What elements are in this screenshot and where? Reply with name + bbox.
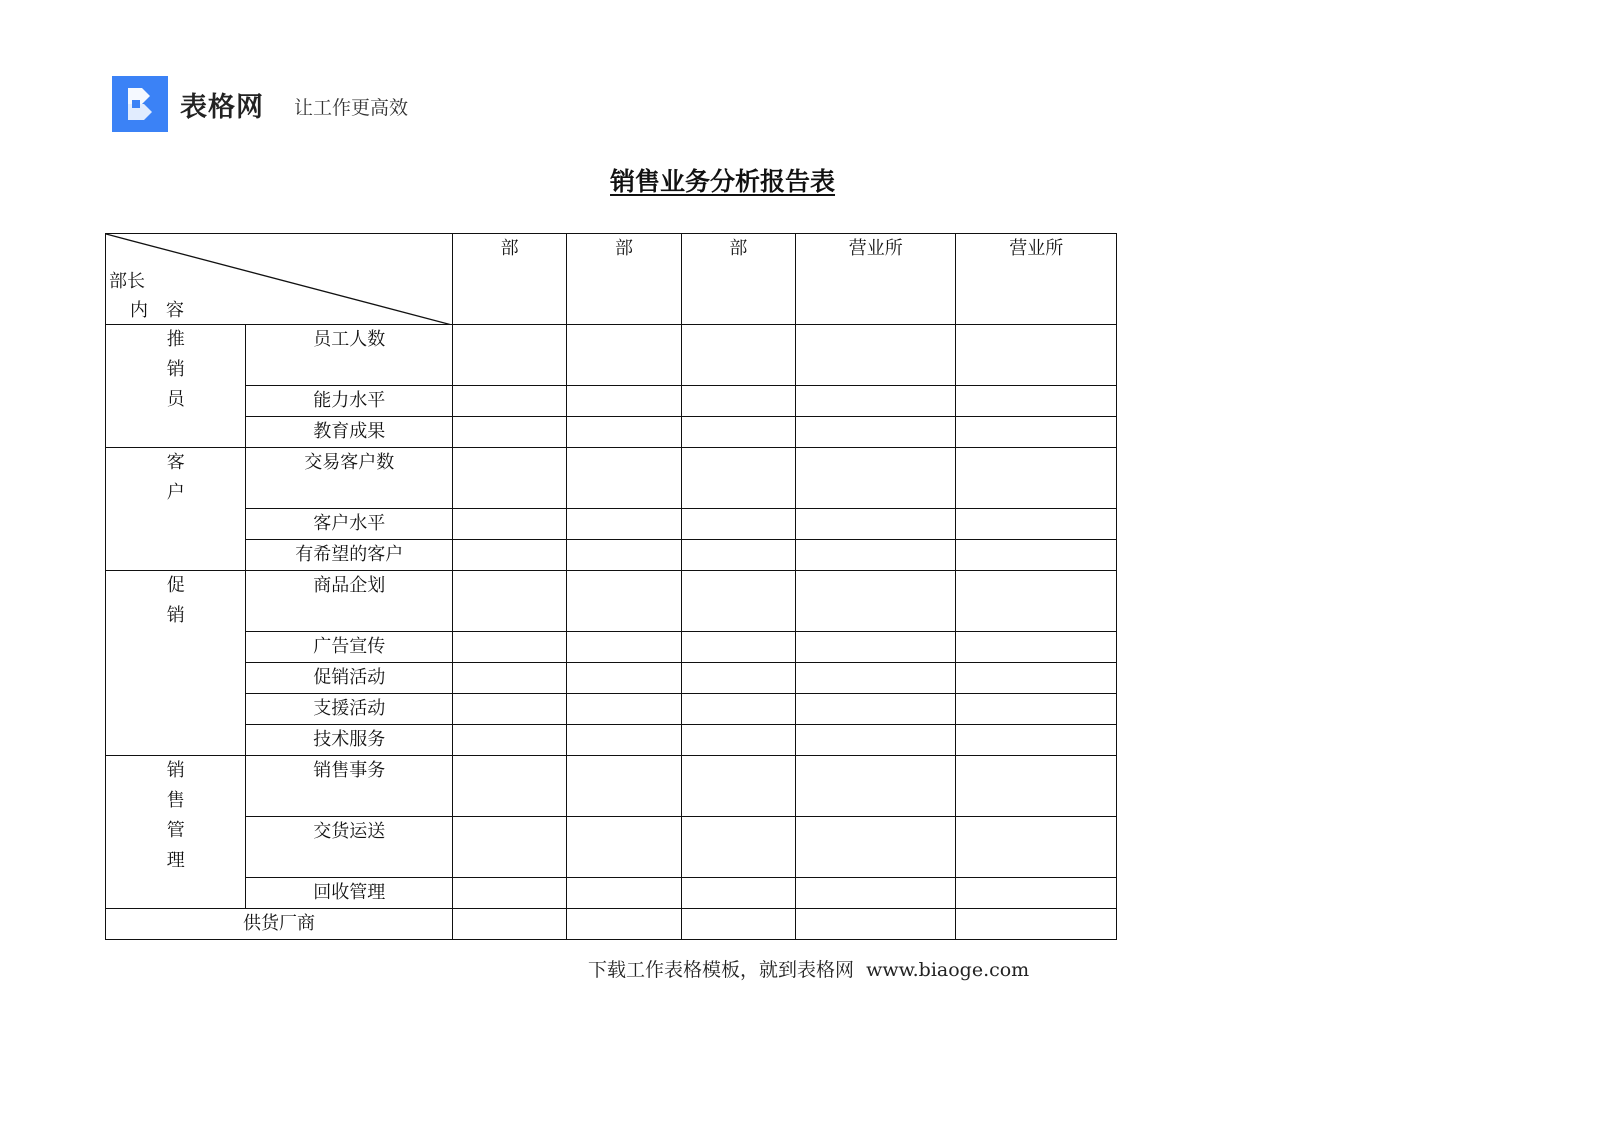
data-cell[interactable] — [567, 817, 681, 878]
data-cell[interactable] — [681, 817, 795, 878]
footer-text: 下载工作表格模板，就到表格网 www.biaoge.com — [588, 959, 1030, 981]
data-cell[interactable] — [681, 417, 795, 448]
row-item-label: 支援活动 — [246, 694, 453, 725]
data-cell[interactable] — [453, 878, 567, 909]
supplier-label: 供货厂商 — [106, 909, 453, 940]
table-row — [106, 509, 1117, 540]
header-row — [106, 234, 1117, 325]
data-cell[interactable] — [567, 386, 681, 417]
data-cell[interactable] — [796, 448, 956, 509]
corner-cell — [106, 234, 453, 325]
data-cell[interactable] — [796, 909, 956, 940]
data-cell[interactable] — [956, 540, 1117, 571]
data-cell[interactable] — [956, 817, 1117, 878]
table-row — [106, 386, 1117, 417]
data-cell[interactable] — [956, 571, 1117, 632]
data-cell[interactable] — [453, 386, 567, 417]
row-item-label: 商品企划 — [246, 571, 453, 632]
table-row — [106, 571, 1117, 632]
data-cell[interactable] — [453, 571, 567, 632]
brand-name: 表格网 — [180, 91, 264, 123]
group-label: 推 销 员 — [166, 329, 185, 410]
data-cell[interactable] — [796, 632, 956, 663]
data-cell[interactable] — [567, 694, 681, 725]
table-row — [106, 663, 1117, 694]
page-title: 销售业务分析报告表 — [610, 167, 836, 196]
data-cell[interactable] — [453, 694, 567, 725]
table-row — [106, 878, 1117, 909]
brand-header — [112, 76, 408, 132]
table-row — [106, 325, 1117, 386]
brand-slogan: 让工作更高效 — [294, 96, 409, 119]
data-cell[interactable] — [453, 448, 567, 509]
data-cell[interactable] — [567, 632, 681, 663]
data-cell[interactable] — [796, 417, 956, 448]
data-cell[interactable] — [567, 448, 681, 509]
data-cell[interactable] — [681, 756, 795, 817]
data-cell[interactable] — [681, 663, 795, 694]
data-cell[interactable] — [453, 509, 567, 540]
corner-label-top: 部长 — [109, 271, 145, 292]
data-cell[interactable] — [681, 540, 795, 571]
data-cell[interactable] — [796, 540, 956, 571]
data-cell[interactable] — [796, 509, 956, 540]
data-cell[interactable] — [681, 878, 795, 909]
row-item-label: 广告宣传 — [246, 632, 453, 663]
group-label: 销 售 管 理 — [166, 760, 185, 871]
data-cell[interactable] — [956, 417, 1117, 448]
data-cell[interactable] — [796, 725, 956, 756]
data-cell[interactable] — [796, 571, 956, 632]
group-label: 促 销 — [166, 575, 185, 626]
row-item-label: 有希望的客户 — [246, 540, 453, 571]
data-cell[interactable] — [956, 909, 1117, 940]
table-row — [106, 540, 1117, 571]
row-item-label: 交货运送 — [246, 817, 453, 878]
data-cell[interactable] — [681, 694, 795, 725]
group-label-cell — [106, 571, 246, 756]
row-item-label: 员工人数 — [246, 325, 453, 386]
table-row — [106, 756, 1117, 817]
data-cell[interactable] — [453, 417, 567, 448]
data-cell[interactable] — [567, 509, 681, 540]
column-header: 营业所 — [796, 234, 956, 325]
data-cell[interactable] — [567, 417, 681, 448]
table-row — [106, 632, 1117, 663]
data-cell[interactable] — [796, 817, 956, 878]
data-cell[interactable] — [956, 663, 1117, 694]
data-cell[interactable] — [956, 386, 1117, 417]
supplier-row — [106, 909, 1117, 940]
row-item-label: 能力水平 — [246, 386, 453, 417]
data-cell[interactable] — [956, 725, 1117, 756]
data-cell[interactable] — [567, 756, 681, 817]
data-cell[interactable] — [681, 909, 795, 940]
data-cell[interactable] — [453, 632, 567, 663]
data-cell[interactable] — [796, 694, 956, 725]
data-cell[interactable] — [956, 694, 1117, 725]
data-cell[interactable] — [956, 632, 1117, 663]
data-cell[interactable] — [796, 756, 956, 817]
data-cell[interactable] — [567, 325, 681, 386]
row-item-label: 客户水平 — [246, 509, 453, 540]
data-cell[interactable] — [567, 540, 681, 571]
data-cell[interactable] — [796, 325, 956, 386]
row-item-label: 销售事务 — [246, 756, 453, 817]
data-cell[interactable] — [796, 386, 956, 417]
data-cell[interactable] — [956, 756, 1117, 817]
table-row — [106, 817, 1117, 878]
report-table — [105, 233, 1117, 940]
data-cell[interactable] — [796, 878, 956, 909]
data-cell[interactable] — [567, 909, 681, 940]
group-label-cell — [106, 756, 246, 909]
table-row — [106, 417, 1117, 448]
data-cell[interactable] — [453, 725, 567, 756]
data-cell[interactable] — [681, 448, 795, 509]
corner-label-bottom: 内 容 — [130, 300, 184, 321]
data-cell[interactable] — [453, 325, 567, 386]
data-cell[interactable] — [681, 571, 795, 632]
group-label-cell — [106, 325, 246, 448]
data-cell[interactable] — [567, 663, 681, 694]
data-cell[interactable] — [681, 509, 795, 540]
data-cell[interactable] — [681, 325, 795, 386]
data-cell[interactable] — [796, 663, 956, 694]
data-cell[interactable] — [567, 571, 681, 632]
column-header: 部 — [681, 234, 795, 325]
column-header: 营业所 — [956, 234, 1117, 325]
data-cell[interactable] — [681, 632, 795, 663]
row-item-label: 教育成果 — [246, 417, 453, 448]
data-cell[interactable] — [453, 540, 567, 571]
table-row — [106, 694, 1117, 725]
row-item-label: 回收管理 — [246, 878, 453, 909]
row-item-label: 促销活动 — [246, 663, 453, 694]
data-cell[interactable] — [453, 663, 567, 694]
data-cell[interactable] — [453, 909, 567, 940]
data-cell[interactable] — [681, 386, 795, 417]
table-row — [106, 448, 1117, 509]
biaoge-logo-icon — [112, 76, 168, 132]
column-header: 部 — [567, 234, 681, 325]
row-item-label: 技术服务 — [246, 725, 453, 756]
data-cell[interactable] — [956, 448, 1117, 509]
table-row — [106, 725, 1117, 756]
data-cell[interactable] — [567, 725, 681, 756]
group-label: 客 户 — [166, 452, 185, 503]
data-cell[interactable] — [567, 878, 681, 909]
row-item-label: 交易客户数 — [246, 448, 453, 509]
group-label-cell — [106, 448, 246, 571]
data-cell[interactable] — [681, 725, 795, 756]
data-cell[interactable] — [453, 756, 567, 817]
data-cell[interactable] — [956, 509, 1117, 540]
data-cell[interactable] — [956, 325, 1117, 386]
data-cell[interactable] — [956, 878, 1117, 909]
column-header: 部 — [453, 234, 567, 325]
data-cell[interactable] — [453, 817, 567, 878]
